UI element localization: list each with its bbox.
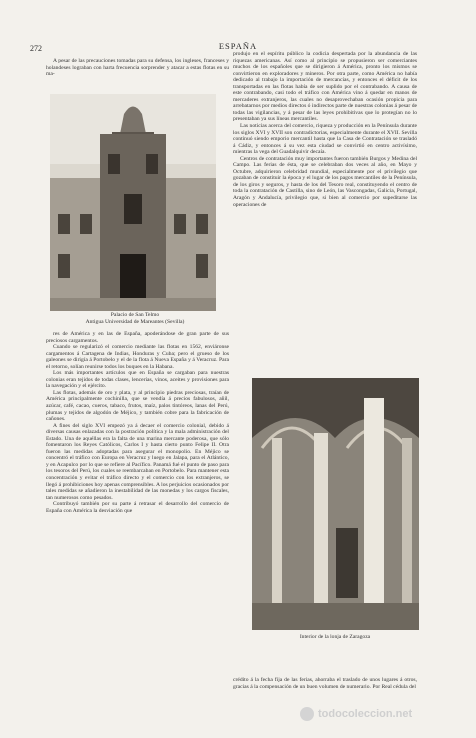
right-column-bottom bbox=[233, 677, 417, 690]
paragraph: Los más importantes artículos que en España se cargaban para nuestras colonias eran tejidos de todas clases, lencerías, vinos, aceites y provisiones para la navegación y el ejército. bbox=[46, 370, 229, 390]
left-column-top bbox=[46, 58, 229, 78]
watermark-logo-icon bbox=[300, 707, 314, 721]
paragraph: A pesar de las precauciones tomadas para su defensa, los ingleses, franceses y holandeses lograban con harta frecuencia sorprender y atacar a estas flotas en su ma- bbox=[46, 58, 229, 78]
watermark-text: todocoleccion.net bbox=[318, 708, 413, 720]
page-number: 272 bbox=[30, 44, 42, 53]
paragraph: Centros de contratación muy importantes fueron también Burgos y Medina del Campo. Las ferias de ésta, que se celebraban dos veces al año, en Mayo y Octubre, adquirieron celebridad mundial, especialmente por el privilegio que gozaban de constituir la época y el lugar de los pagos mercantiles de la Península, de los giros y seguros, y hasta de los del Tesoro real, constituyendo el centro de toda la contratación de Castilla, sino de León, las Vascongadas, Galicia, Portugal, Aragón y Andalucía, privilegio que, si bien al comercio por supeditarse las operaciones de bbox=[233, 155, 417, 208]
left-column-bottom bbox=[46, 331, 229, 514]
paragraph: Las flotas, además de oro y plata, y al principio piedras preciosas, traían de América principalmente cochinilla, que se vendía á precios fabulosos, añil, azúcar, café, cacao, cueros, tabaco, frutos, maíz, palos tintóreos, lanas del Perú, plumas y tejidos de algodón de Méjico, y también cobre para la fabricación de cañones. bbox=[46, 389, 229, 423]
figure-caption bbox=[250, 634, 420, 641]
paragraph: crédito á la fecha fija de las ferias, ahorraba el traslado de unos lugares á otros, gracias á la compensación de un buen volumen de numerario. Por Real cédula del bbox=[233, 677, 417, 690]
right-column-top bbox=[233, 51, 417, 208]
page-title: ESPAÑA bbox=[218, 41, 258, 51]
paragraph: res de América y en las de España, apoderándose de gran parte de sus preciosos cargamentos. bbox=[46, 331, 229, 344]
caption-subtitle: Antigua Universidad de Mareantes (Sevilla) bbox=[85, 319, 185, 325]
figure-caption bbox=[50, 312, 220, 326]
paragraph: produjo en el espíritu público la codicia despertada por la abundancia de las riquezas americanas. Así como al principio se propusieron ser comerciantes muchos de los españoles que se dirigieron á América, pronto los mismos se convirtieron en exploradores y mineros. Por otra parte, como América no había dedicado al trabajo la importación de mercancías, y entonces el déficit de los transportadas en las flotas había de ser suplido por el contrabando. A causa de este contrabando, casi todo el tráfico con América vino á quedar en manos de mercaderes extranjeros, las cuales no desaprovechaban ocasión propicia para arrebatarnos por medios directos ó indirectos parte de nuestras colonias á pesar de todas las vigilancias, y á pesar de las leyes prohibitivas que lo protegían no lo presentaban ya sus líneas mercantiles. bbox=[233, 51, 417, 123]
paragraph: Cuando se regularizó el comercio mediante las flotas en 1562, enviáronse cargamentos á Cartagena de Indias, Honduras y Cuba; pero el grueso de los galeones se dirigía á Portobelo y el de la flota á Nueva España y á Veracruz. Para el retorno, solían reunirse todos los buques en la Habana. bbox=[46, 344, 229, 370]
lonja-zaragoza-photo bbox=[252, 378, 419, 630]
paragraph: A fines del siglo XVI empezó ya á decaer el comercio colonial, debido á diversas causas enlazadas con la postración política y la mala administración del Estado. Una de aquéllas era la falta de una marina mercante poderosa, que sólo fomentaron los Reyes Católicos, Carlos I y hasta cierto punto Felipe II. Otra fueron las medidas adoptadas para asegurar el monopolio. En Méjico se concentró el tráfico con Europa en Veracruz y luego en Jalapa, para el Atlántico, y en Acapulco por lo que se refiere al Pacífico. Panamá fué el punto de paso para los tesoros del Perú, los cuales se reembarcaban en Portobelo. Para mantener esta concentración y evitar el tráfico directo y el comercio con los extranjeros, se llegó á prohibiciones hoy apenas comprensibles. A los perjuicios ocasionados por tales medidas se añadieron la inestabilidad de las monedas y los cargos fiscales, tan numerosos como pesados. bbox=[46, 422, 229, 501]
caption-title: Interior de la lonja de Zaragoza bbox=[299, 634, 371, 640]
watermark bbox=[300, 707, 412, 721]
paragraph: Las noticias acerca del comercio, riqueza y producción en la Península durante los siglos XVI y XVII son contradictorias, especialmente durante el XVII. Sevilla continuó siendo emporio mercantil hasta que la Casa de Contratación se trasladó á Cádiz, y entonces á su vez esta ciudad se convirtió en centro activísimo, mientras la vega del Guadalquivir decaía. bbox=[233, 123, 417, 156]
caption-title: Palacio de San Telmo bbox=[110, 312, 160, 318]
paragraph: Contribuyó también por su parte á retrasar el desarrollo del comercio de España con América la desviación que bbox=[46, 501, 229, 514]
palacio-san-telmo-photo bbox=[50, 94, 216, 311]
